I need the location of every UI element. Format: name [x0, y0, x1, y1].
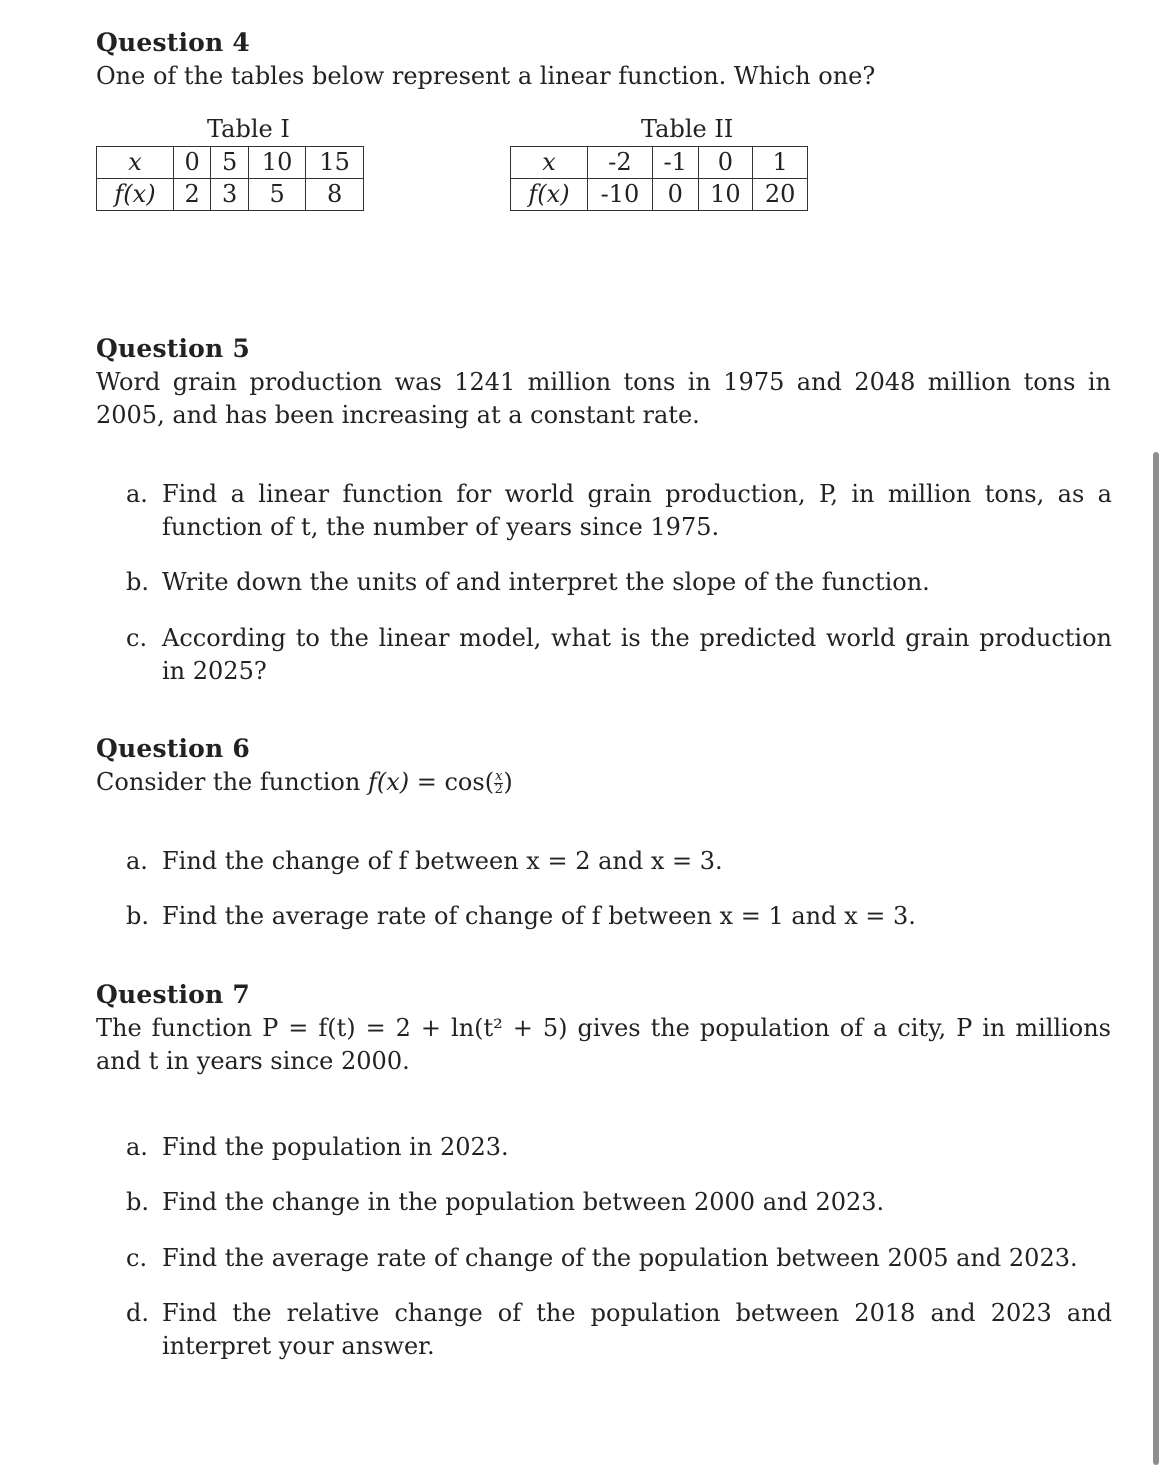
item-label: b.	[126, 902, 149, 930]
table-1-row-x	[97, 147, 364, 179]
question-4-text: One of the tables below represent a linear function. Which one?	[96, 62, 876, 90]
table-1-f-cell: 2	[174, 179, 211, 211]
item-label: a.	[126, 480, 148, 508]
table-2-f-header: f(x)	[511, 179, 588, 211]
question-5-text: Word grain production was 1241 million tons in 1975 and 2048 million tons in 2005, and has been increasing at a constant rate.	[96, 368, 1111, 429]
item-label: b.	[126, 1188, 149, 1216]
item-label: c.	[126, 624, 148, 652]
item-text: Write down the units of and interpret the slope of the function.	[162, 568, 930, 596]
table-1-row-f	[97, 179, 364, 211]
item-label: a.	[126, 1133, 148, 1161]
table-2-f-cell: 0	[652, 179, 698, 211]
item-label: d.	[126, 1299, 149, 1327]
table-2	[510, 146, 808, 211]
table-2-f-cell: 20	[753, 179, 808, 211]
table-1-f-cell: 3	[211, 179, 248, 211]
table-1-x-cell: 5	[211, 147, 248, 179]
table-2-row-f	[511, 179, 808, 211]
question-5-title: Question 5	[96, 334, 250, 363]
scrollbar-thumb[interactable]	[1153, 452, 1159, 1465]
item-text: Find the average rate of change of the population between 2005 and 2023.	[162, 1244, 1078, 1272]
item-label: a.	[126, 847, 148, 875]
table-1-f-cell: 8	[306, 179, 364, 211]
question-4-title: Question 4	[96, 28, 250, 57]
question-6-text-lead: Consider the function	[96, 768, 368, 796]
table-1-x-cell: 10	[248, 147, 306, 179]
table-2-f-cell: -10	[588, 179, 653, 211]
table-2-row-x	[511, 147, 808, 179]
equals-cos: = cos(	[409, 768, 495, 796]
question-6-title: Question 6	[96, 734, 250, 763]
question-7-text: The function P = f(t) = 2 + ln(t² + 5) gives the population of a city, P in millions and t in years since 2000.	[96, 1014, 1111, 1075]
fraction-denominator: 2	[494, 782, 503, 797]
item-label: c.	[126, 1244, 148, 1272]
item-text: According to the linear model, what is the predicted world grain production in 2025?	[162, 624, 1112, 685]
item-label: b.	[126, 568, 149, 596]
function-notation: f(x)	[367, 768, 410, 796]
close-paren: )	[503, 768, 513, 796]
table-2-f-cell: 10	[698, 179, 753, 211]
table-2-x-header: x	[511, 147, 588, 179]
fraction-numerator: x	[495, 769, 503, 784]
table-2-x-cell: -2	[588, 147, 653, 179]
item-text: Find the change of f between x = 2 and x = 3.	[162, 847, 723, 875]
item-text: Find a linear function for world grain production, P, in million tons, as a function of t, the number of years since 1975.	[162, 480, 1112, 541]
table-2-x-cell: 0	[698, 147, 753, 179]
item-text: Find the population in 2023.	[162, 1133, 509, 1161]
table-2-caption: Table II	[641, 115, 734, 143]
table-1-x-cell: 0	[174, 147, 211, 179]
table-2-x-cell: -1	[652, 147, 698, 179]
item-text: Find the average rate of change of f between x = 1 and x = 3.	[162, 902, 916, 930]
table-1-caption: Table I	[207, 115, 290, 143]
question-7-title: Question 7	[96, 980, 250, 1009]
table-1-f-cell: 5	[248, 179, 306, 211]
table-1-x-cell: 15	[306, 147, 364, 179]
table-1-f-header: f(x)	[97, 179, 174, 211]
item-text: Find the relative change of the population between 2018 and 2023 and interpret your answer.	[162, 1299, 1112, 1360]
question-6-text	[96, 766, 1111, 799]
item-text: Find the change in the population between 2000 and 2023.	[162, 1188, 885, 1216]
fraction-x-over-2	[494, 771, 503, 796]
table-2-x-cell: 1	[753, 147, 808, 179]
table-1-x-header: x	[97, 147, 174, 179]
table-1	[96, 146, 364, 211]
